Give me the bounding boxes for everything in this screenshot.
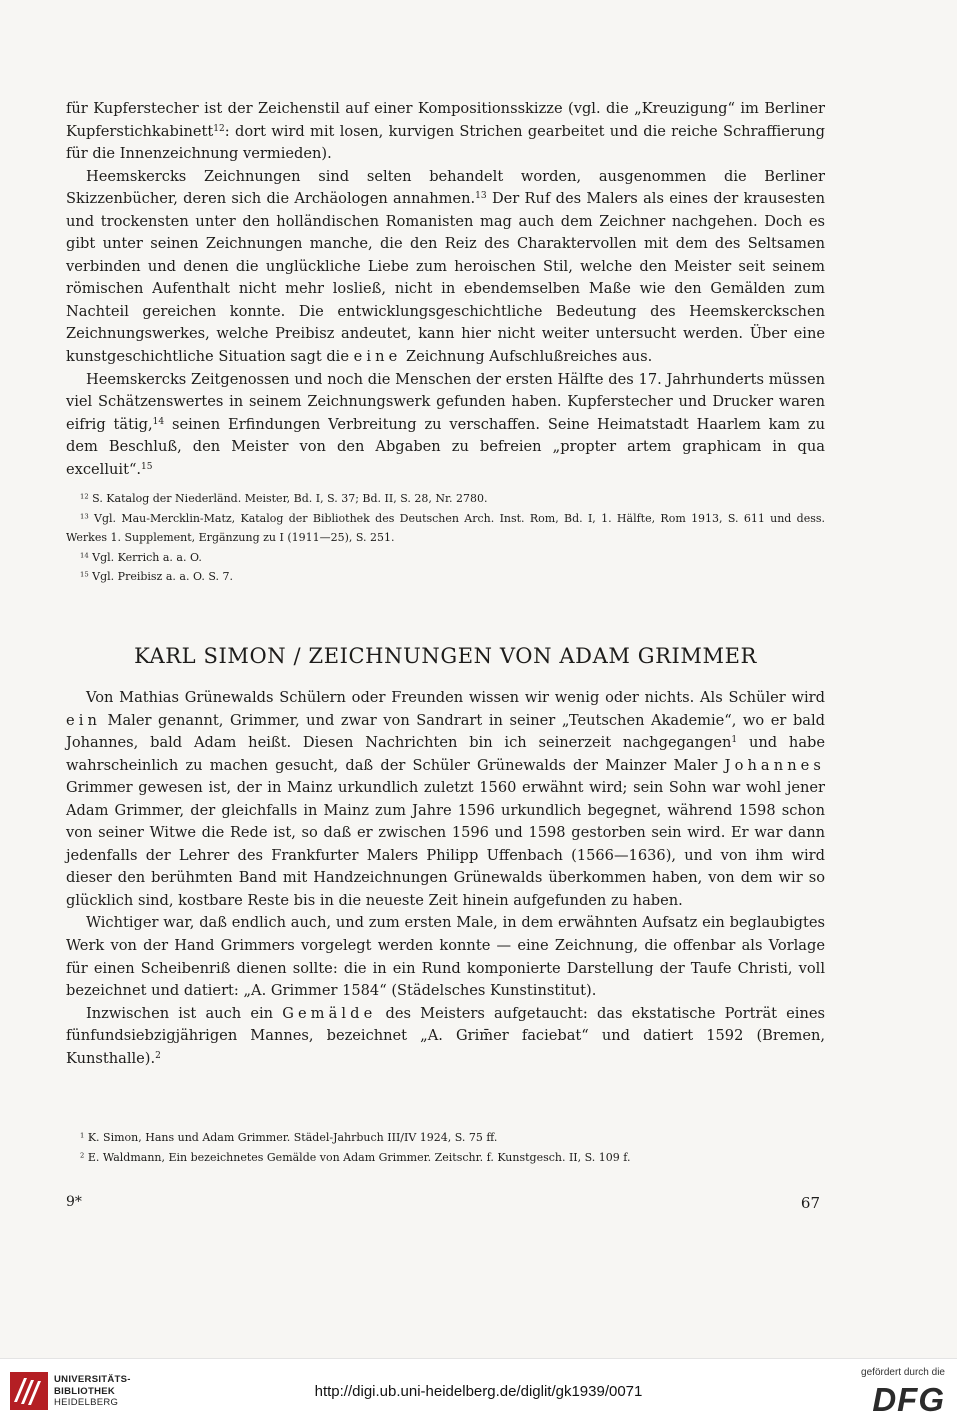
text-run: Von Mathias Grünewalds Schülern oder Freunden wissen wir wenig oder nichts. Als Schüler wird (86, 689, 825, 706)
paragraph (66, 166, 825, 369)
text-run: Wichtiger war, daß endlich auch, und zum ersten Male, in dem erwähnten Aufsatz ein beglaubigtes Werk von der Hand Grimmers vorgelegt werden konnte — eine Zeichnung, die offenbar als Vorlage für einen Scheibenriß dienen sollte: die in ein Rund komponierte Darstellung der Taufe Christi, voll bezeichnet und datiert: „A. Grimmer 1584“ (Städelsches Kunstinstitut). (66, 914, 825, 1000)
library-name-line: UNIVERSITÄTS- (54, 1374, 131, 1385)
article-body (66, 687, 825, 1070)
top-section-body (66, 98, 825, 481)
text-run: Der Ruf des Malers als eines der krausesten und trockensten unter den holländischen Romanisten mag auch dem Zeichner nachgehen. Doch es gibt unter seinen Zeichnungen manche, die den Reiz des Charaktervollen mit dem des Seltsamen verbinden und denen die unglückliche Liebe zum heroischen Stil, welche den Meister seit seinem römischen Aufenthalt nicht mehr losließ, nicht in ebendemselben Maße wie den Gemälden zum Nachteil gereichen konnte. Die entwicklungsgeschichtliche Bedeutung des Heemskerckschen Zeichnungswerkes, welche Preibisz andeutet, kann hier nicht weiter untersucht werden. Über eine kunstgeschichtliche Situation sagt die (66, 190, 825, 366)
text-run: des Meisters aufgetaucht: das ekstatische Porträt eines fünfundsiebzigjährigen Mannes, bezeichnet „A. Grim̄er faciebat“ und datiert 1592 (Bremen, Kunsthalle). (66, 1004, 826, 1067)
spaced-emphasis: Johannes (724, 756, 825, 774)
footnote-number: 13 (80, 511, 89, 520)
footnote-ref: 13 (475, 191, 487, 202)
footnote (66, 1128, 825, 1148)
footnote-text: E. Waldmann, Ein bezeichnetes Gemälde von Adam Grimmer. Zeitschr. f. Kunstgesch. II, S. 109 f. (87, 1150, 631, 1164)
footnote (66, 509, 825, 548)
text-run: Heemskercks Zeitgenossen und noch die Menschen der ersten Hälfte des 17. Jahrhunderts müssen viel Schätzenswertes in seinem Zeichnungswerk gefunden haben. Kupferstecher und Drucker waren eifrig tätig, (66, 370, 825, 433)
footnote (66, 489, 825, 509)
footnote-text: Vgl. Preibisz a. a. O. S. 7. (92, 570, 233, 584)
paragraph (66, 912, 825, 1002)
text-run: und habe wahrscheinlich zu machen gesucht, daß der Schüler Grünewalds der Mainzer Maler (66, 734, 825, 774)
text-run: Grimmer gewesen ist, der in Mainz urkundlich zuletzt 1560 erwähnt wird; sein Sohn war wohl jener Adam Grimmer, der gleichfalls in Mainz zum Jahre 1596 urkundlich begegnet, während 1598 schon von seiner Witwe die Rede ist, so daß er zwischen 1596 und 1598 gestorben sein wird. Er war dann jedenfalls der Lehrer des Frankfurter Malers Philipp Uffenbach (1566—1636), und von ihm wird dieser den berühmten Band mit Handzeichnungen Grünewalds überkommen haben, von dem wir so glücklich sind, kostbare Reste bis in die neueste Zeit hinein aufgefunden zu haben. (66, 779, 825, 909)
footnote-ref: 12 (213, 123, 225, 134)
text-run: : dort wird mit losen, kurvigen Strichen gearbeitet und die reiche Schraffierung für die Innenzeichnung vermieden). (66, 122, 825, 163)
text-run: Inzwischen ist auch ein (86, 1004, 283, 1022)
spaced-emphasis: eine (353, 348, 402, 366)
footnote-text: K. Simon, Hans und Adam Grimmer. Städel-Jahrbuch III/IV 1924, S. 75 ff. (87, 1131, 498, 1144)
footnote-number: 1 (80, 1131, 85, 1140)
library-name-line: BIBLIOTHEK (54, 1385, 116, 1397)
text-run: Maler genannt, Grimmer, und zwar von Sandrart in seiner „Teutschen Akademie“, wo er bald Johannes, bald Adam heißt. Diesen Nachrichten bin ich seinerzeit nachgegangen (66, 711, 825, 752)
text-run: Zeichnung Aufschlußreiches aus. (401, 348, 653, 366)
paragraph (66, 687, 825, 912)
paragraph (66, 98, 825, 166)
footnote-text: S. Katalog der Niederländ. Meister, Bd. I, S. 37; Bd. II, S. 28, Nr. 2780. (92, 492, 488, 505)
footnote-number: 14 (80, 551, 89, 560)
footnote-text: Vgl. Mau-Mercklin-Matz, Katalog der Bibliothek des Deutschen Arch. Inst. Rom, Bd. I, 1. Hälfte, Rom 1913, S. 611 und dess. Werkes 1. Supplement, Ergänzung zu I (1911—25), S. 251. (66, 511, 826, 545)
footnote-ref: 15 (141, 461, 153, 472)
footnote-ref: 1 (731, 735, 738, 746)
article-heading: KARL SIMON / ZEICHNUNGEN VON ADAM GRIMMER (134, 644, 757, 668)
paragraph (66, 369, 825, 482)
paragraph (66, 1003, 825, 1071)
dfg-logo[interactable]: DFG (872, 1381, 945, 1418)
page-number: 67 (800, 1194, 820, 1212)
text-run: Heemskercks Zeichnungen sind selten behandelt worden, ausgenommen die Berliner Skizzenbücher, deren sich die Archäologen annahmen. (66, 167, 825, 208)
article-footnotes (66, 1128, 825, 1167)
footnote (66, 1148, 825, 1168)
viewer-footer (0, 1358, 957, 1427)
funding-note: gefördert durch die (861, 1367, 945, 1378)
permalink-url[interactable]: http://digi.ub.uni-heidelberg.de/diglit/gk1939/0071 (314, 1383, 643, 1400)
spaced-emphasis: ein (66, 711, 101, 729)
footnote (66, 548, 825, 568)
spaced-emphasis: Gemälde (282, 1004, 377, 1022)
library-name-line: HEIDELBERG (54, 1397, 119, 1408)
top-footnotes (66, 489, 825, 587)
footnote-number: 2 (80, 1150, 85, 1159)
text-run: für Kupferstecher ist der Zeichenstil auf einer Kompositionsskizze (vgl. die „Kreuzigung“ im Berliner Kupferstichkabinett (66, 100, 825, 140)
footnote-text: Vgl. Kerrich a. a. O. (92, 550, 202, 564)
footnote-number: 12 (80, 492, 89, 501)
footnote-number: 15 (80, 570, 89, 579)
text-run: seinen Erfindungen Verbreitung zu verschaffen. Seine Heimatstadt Haarlem kam zu dem Beschluß, den Meister von den Abgaben zu befreien „propter artem graphicam in qua excelluit“. (66, 415, 825, 478)
footnote-ref: 14 (152, 416, 165, 427)
footnote (66, 567, 825, 587)
signature-mark: 9* (66, 1194, 82, 1210)
footnote-ref: 2 (155, 1050, 161, 1061)
